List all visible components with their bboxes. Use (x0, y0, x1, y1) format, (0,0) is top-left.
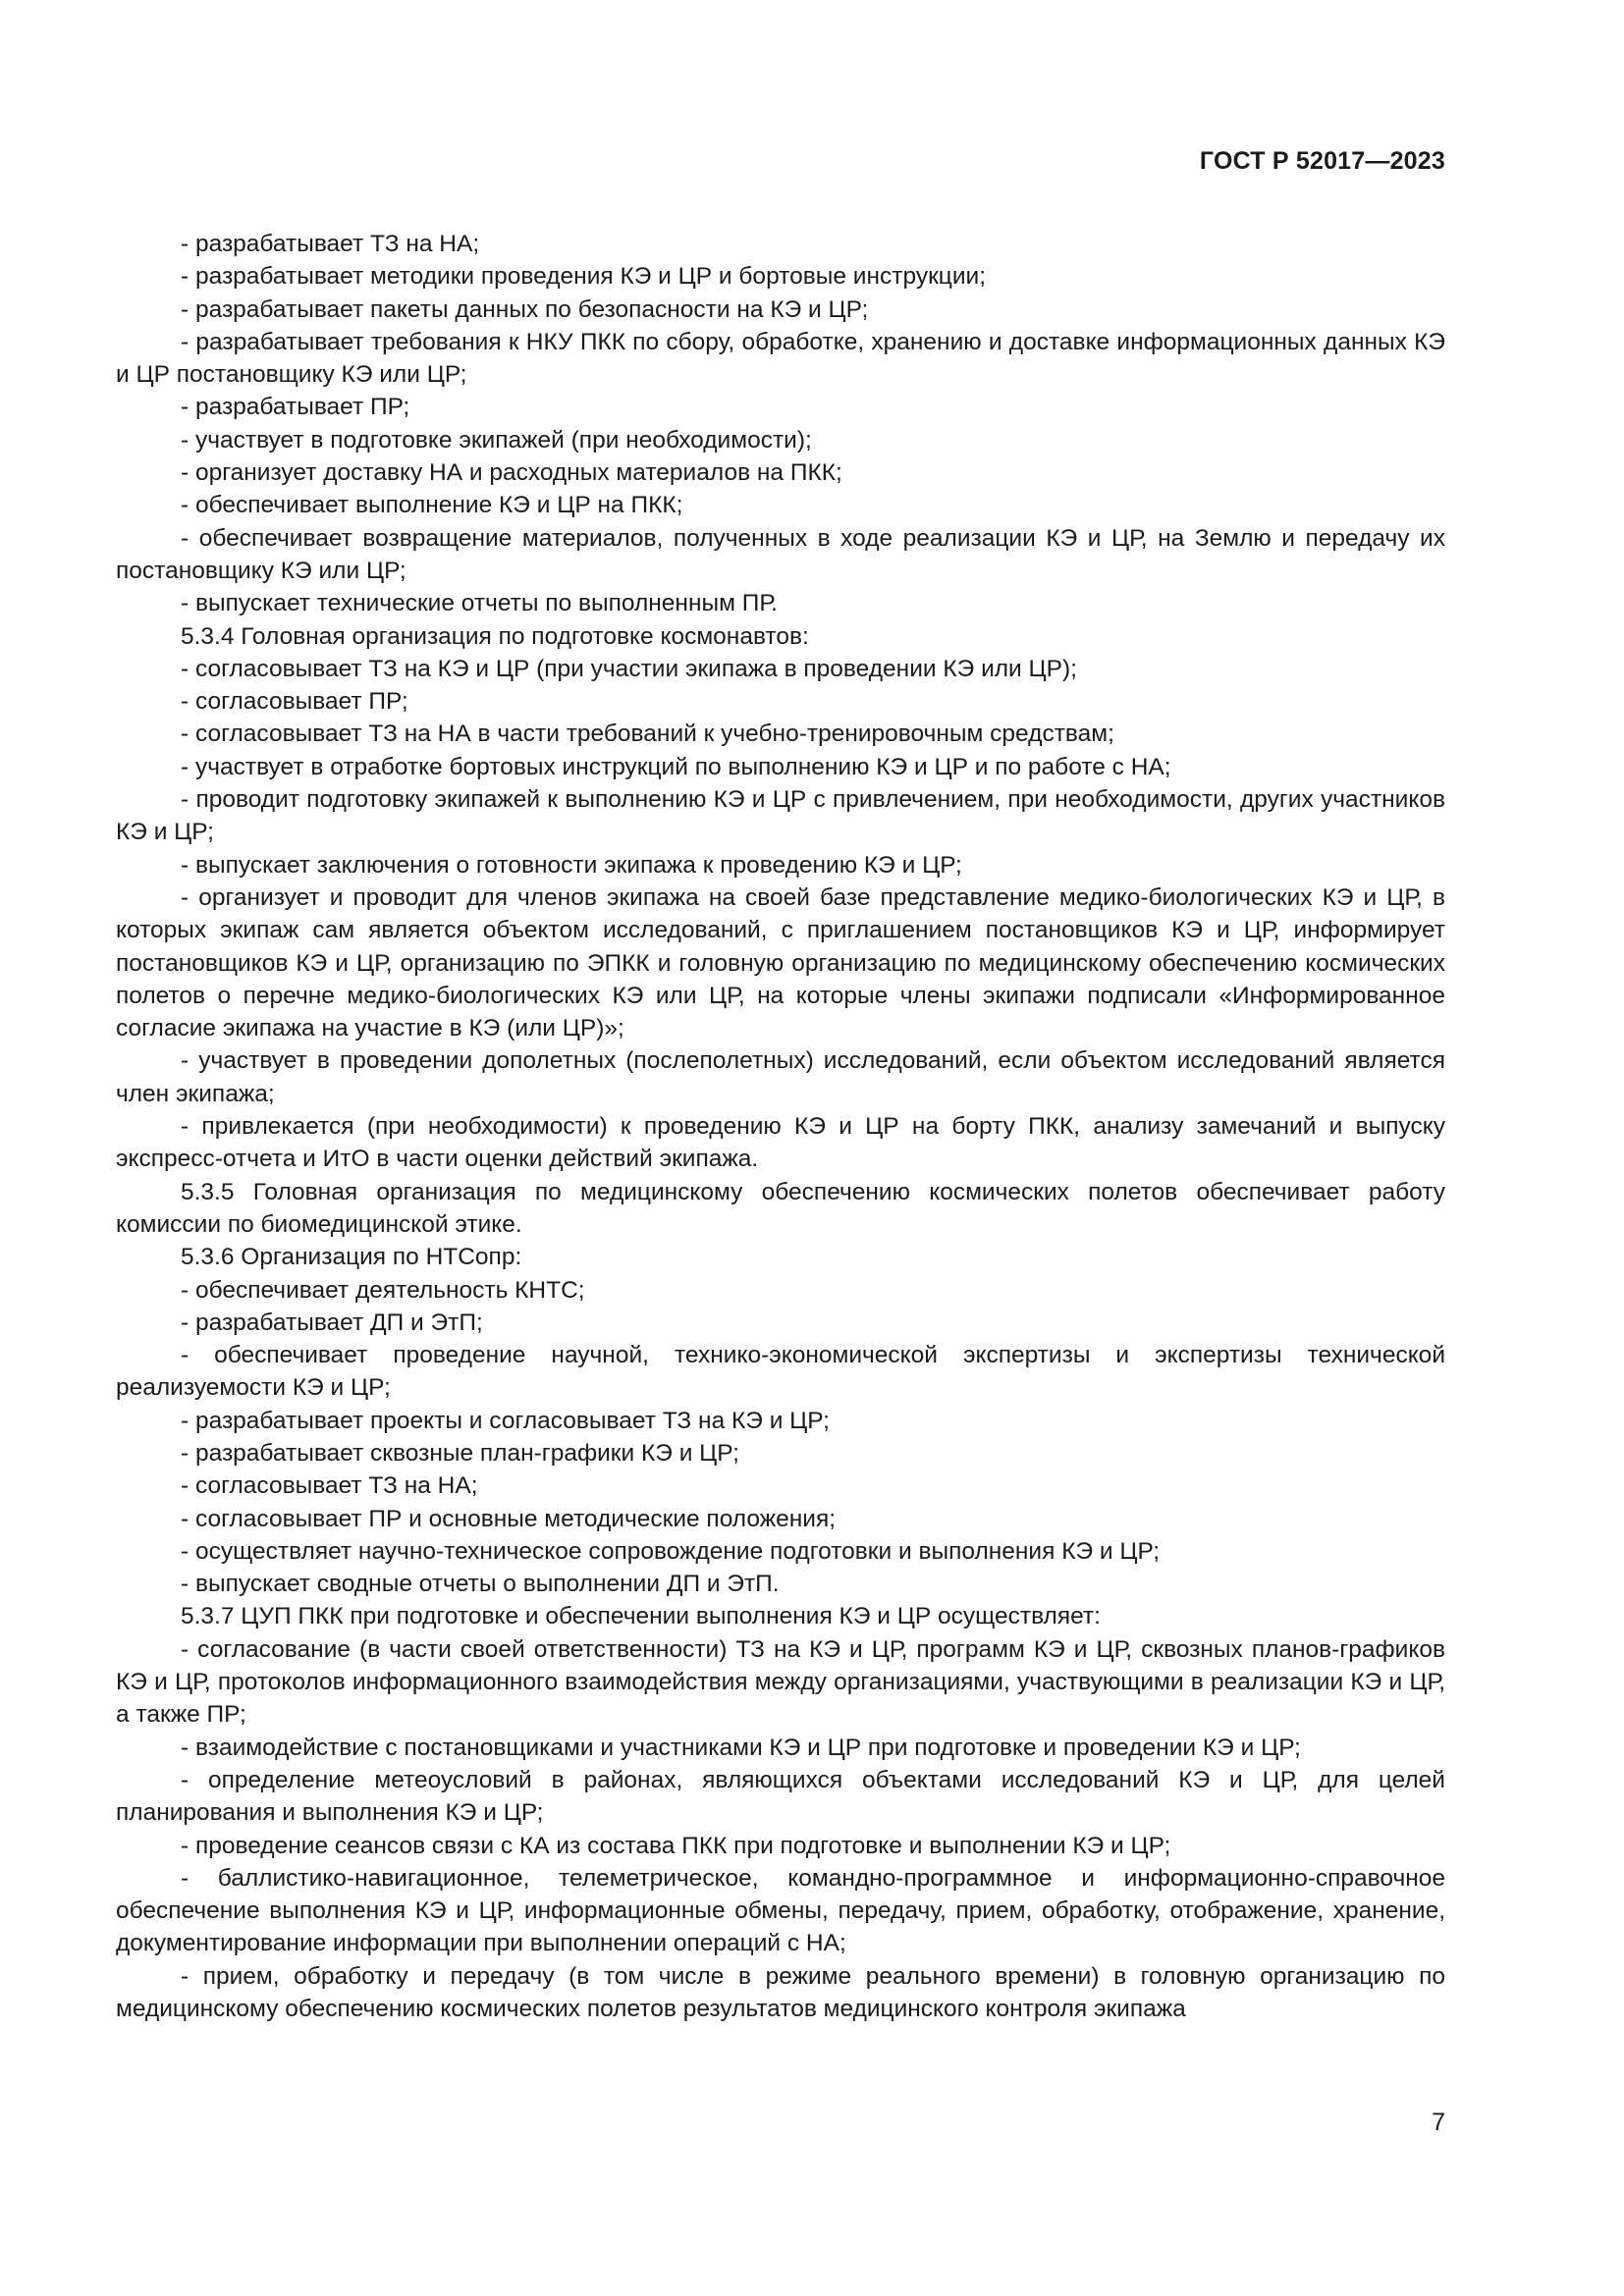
paragraph: - проведение сеансов связи с КА из состава ПКК при подготовке и выполнении КЭ и ЦР; (181, 1832, 1171, 1859)
paragraph: - разрабатывает методики проведения КЭ и ЦР и бортовые инструкции; (181, 263, 986, 291)
paragraph: - согласовывает ТЗ на КЭ и ЦР (при участии экипажа в проведении КЭ или ЦР); (181, 655, 1077, 682)
paragraph: - разрабатывает проекты и согласовывает ТЗ на КЭ и ЦР; (181, 1407, 830, 1434)
paragraph: 5.3.5 Головная организация по медицинскому обеспечению космических полетов обеспечивает работу комиссии по биомедицинской этике. (116, 1178, 1445, 1238)
paragraph: - согласование (в части своей ответственности) ТЗ на КЭ и ЦР, программ КЭ и ЦР, сквозных планов-графиков КЭ и ЦР, протоколов информационного взаимодействия между организациями, участвующими в реализации КЭ и ЦР, а также ПР; (116, 1635, 1445, 1729)
paragraph: - организует и проводит для членов экипажа на своей базе представление медико-биологических КЭ и ЦР, в которых экипаж сам является объектом исследований, с приглашением постановщиков КЭ и ЦР, информирует постановщиков КЭ и ЦР, организацию по ЭПКК и головную организацию по медицинскому обеспечению космических полетов о перечне медико-биологических КЭ или ЦР, на которые члены экипажи подписали «Информированное согласие экипажа на участие в КЭ (или ЦР)»; (116, 883, 1445, 1042)
paragraph: - участвует в отработке бортовых инструкций по выполнению КЭ и ЦР и по работе с НА; (181, 753, 1171, 780)
paragraph: - проводит подготовку экипажей к выполнению КЭ и ЦР с привлечением, при необходимости, других участников КЭ и ЦР; (116, 786, 1445, 846)
paragraph: 5.3.6 Организация по НТСопр: (181, 1244, 522, 1271)
paragraph: - участвует в подготовке экипажей (при необходимости); (181, 426, 812, 454)
document-code: ГОСТ Р 52017—2023 (1199, 147, 1445, 175)
paragraph: - разрабатывает ДП и ЭтП; (181, 1308, 483, 1336)
paragraph: - разрабатывает пакеты данных по безопасности на КЭ и ЦР; (181, 295, 869, 323)
paragraph: 5.3.4 Головная организация по подготовке космонавтов: (181, 622, 809, 650)
paragraph: 5.3.7 ЦУП ПКК при подготовке и обеспечении выполнения КЭ и ЦР осуществляет: (181, 1603, 1101, 1630)
paragraph: - разрабатывает ТЗ на НА; (181, 231, 480, 257)
paragraph: - согласовывает ТЗ на НА в части требований к учебно-тренировочным средствам; (181, 721, 1114, 748)
paragraph: - согласовывает ТЗ на НА; (181, 1472, 478, 1500)
paragraph: - обеспечивает выполнение КЭ и ЦР на ПКК; (181, 492, 683, 519)
paragraph: - привлекается (при необходимости) к проведению КЭ и ЦР на борту ПКК, анализу замечаний и выпуску экспресс-отчета и ИтО в части оценки действий экипажа. (116, 1113, 1445, 1173)
paragraph: - выпускает заключения о готовности экипажа к проведению КЭ и ЦР; (181, 851, 962, 879)
paragraph: - выпускает технические отчеты по выполненным ПР. (181, 590, 778, 617)
paragraph: - обеспечивает проведение научной, технико-экономической экспертизы и экспертизы технической реализуемости КЭ и ЦР; (116, 1342, 1445, 1402)
paragraph: - прием, обработку и передачу (в том числе в режиме реального времени) в головную организацию по медицинскому обеспечению космических полетов результатов медицинского контроля экипажа (116, 1962, 1445, 2023)
paragraph: - разрабатывает требования к НКУ ПКК по сбору, обработке, хранению и доставке информационных данных КЭ и ЦР постановщику КЭ или ЦР; (116, 328, 1445, 389)
paragraph: - разрабатывает ПР; (181, 394, 410, 421)
paragraph: - определение метеоусловий в районах, являющихся объектами исследований КЭ и ЦР, для целей планирования и выполнения КЭ и ЦР; (116, 1766, 1445, 1827)
paragraph: - разрабатывает сквозные план-графики КЭ и ЦР; (181, 1439, 739, 1467)
paragraph: - выпускает сводные отчеты о выполнении ДП и ЭтП. (181, 1571, 780, 1598)
paragraph: - баллистико-навигационное, телеметрическое, командно-программное и информационно-справочное обеспечение выполнения КЭ и ЦР, информационные обмены, передачу, прием, обработку, отображение, хранение, документирование информации при выполнении операций с НА; (116, 1864, 1445, 1957)
page-number: 7 (1432, 2109, 1445, 2136)
document-body (116, 228, 1445, 2025)
paragraph: - обеспечивает возвращение материалов, полученных в ходе реализации КЭ и ЦР, на Землю и передачу их постановщику КЭ или ЦР; (116, 524, 1445, 584)
paragraph: - осуществляет научно-техническое сопровождение подготовки и выполнения КЭ и ЦР; (181, 1537, 1161, 1565)
paragraph: - взаимодействие с постановщиками и участниками КЭ и ЦР при подготовке и проведении КЭ и ЦР; (181, 1734, 1301, 1761)
paragraph: - согласовывает ПР и основные методические положения; (181, 1505, 837, 1532)
paragraph: - организует доставку НА и расходных материалов на ПКК; (181, 459, 842, 487)
paragraph: - участвует в проведении дополетных (послеполетных) исследований, если объектом исследований является член экипажа; (116, 1047, 1445, 1107)
paragraph: - обеспечивает деятельность КНТС; (181, 1276, 585, 1304)
paragraph: - согласовывает ПР; (181, 688, 408, 716)
